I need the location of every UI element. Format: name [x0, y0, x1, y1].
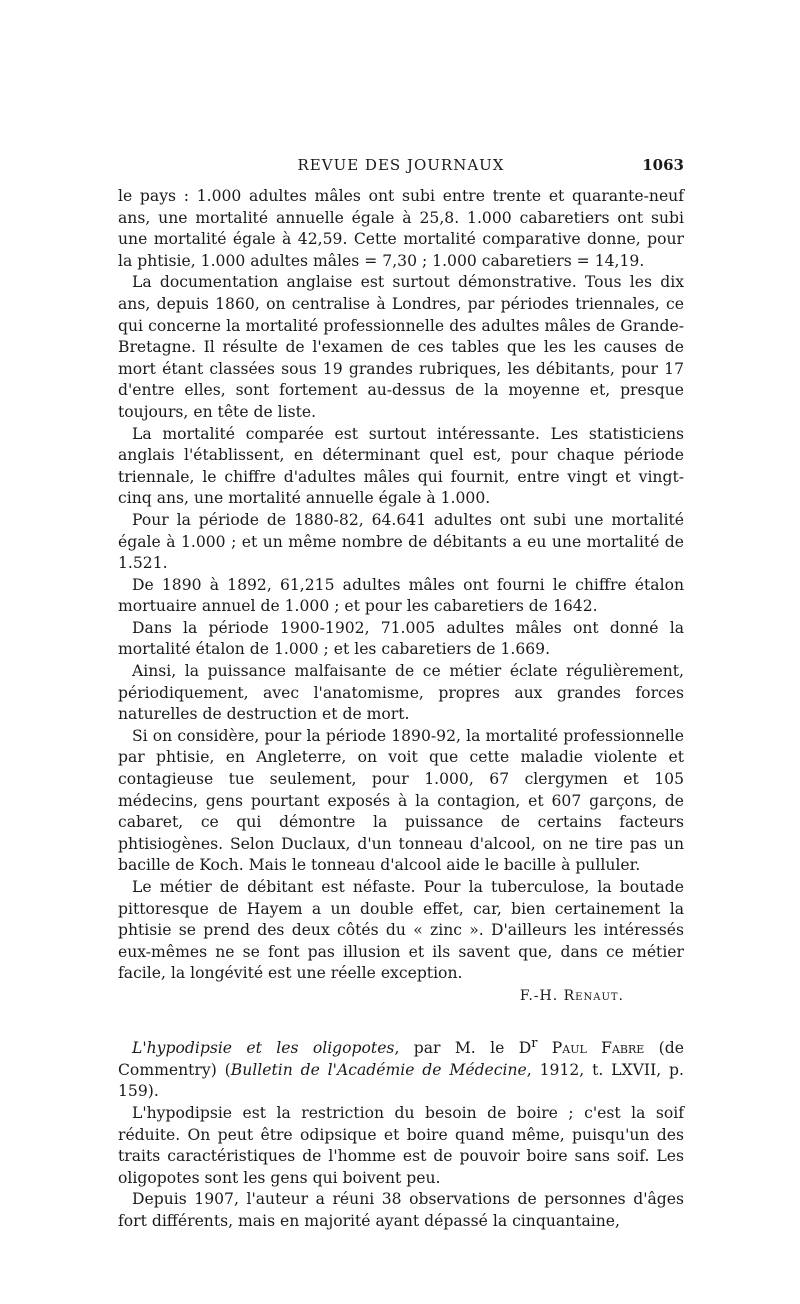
article-author: Paul Fabre	[551, 1039, 645, 1058]
article-by: , par M. le D	[394, 1039, 532, 1058]
running-title: REVUE DES JOURNAUX	[297, 156, 505, 174]
paragraph: Ainsi, la puissance malfaisante de ce métier éclate régulièrement, périodiquement, avec l'anatomisme, propres aux grandes forces naturelles de destruction et de mort.	[118, 662, 684, 724]
journal-page	[118, 154, 684, 1233]
author-signature: F.-H. Renaut.	[519, 987, 624, 1004]
paragraph: Le métier de débitant est néfaste. Pour la tuberculose, la boutade pittoresque de Hayem a un double effet, car, bien certainement la phtisie se prend des deux côtés du « zinc ». D'ailleurs les intéressés eux-mêmes ne se font pas illusion et ils savent que, dans ce métier facile, la longévité est une réelle exception.	[118, 878, 684, 983]
article-location: (de Commentry) (	[118, 1039, 684, 1079]
paragraph: Pour la période de 1880-82, 64.641 adultes ont subi une mortalité égale à 1.000 ; et un même nombre de débitants a eu une mortalité de 1.521.	[118, 510, 684, 573]
page-number: 1063	[642, 156, 684, 174]
article-separator	[118, 1007, 684, 1033]
paragraph: La mortalité comparée est surtout intéressante. Les statisticiens anglais l'établissent, en déterminant quel est, pour chaque période triennale, le chiffre d'adultes mâles qui fournit, entre vingt et vingt-cinq ans, une mortalité annuelle égale à 1.000.	[118, 424, 684, 508]
paragraph: La documentation anglaise est surtout démonstrative. Tous les dix ans, depuis 1860, on centralise à Londres, par périodes triennales, ce qui concerne la mortalité professionnelle des adultes mâles de Grande-Bretagne. Il résulte de l'examen de ces tables que les les causes de mort étant classées sous 19 grandes rubriques, les débitants, pour 17 d'entre elles, sont fortement au-dessus de la moyenne et, presque toujours, en tête de liste.	[118, 273, 684, 421]
running-head	[118, 154, 684, 180]
paragraph: De 1890 à 1892, 61,215 adultes mâles ont fourni le chiffre étalon mortuaire annuel de 1.000 ; et pour les cabaretiers de 1642.	[118, 575, 684, 616]
article-heading	[118, 1033, 684, 1103]
paragraph: Si on considère, pour la période 1890-92, la mortalité professionnelle par phtisie, en Angleterre, on voit que cette maladie violente et contagieuse tue seulement, pour 1.000, 67 clergymen et 105 médecins, gens pourtant exposés à la contagion, et 607 garçons, de cabaret, ce qui démontre la puissance de certains facteurs phtisiogènes. Selon Duclaux, d'un tonneau d'alcool, on ne tire pas un bacille de Koch. Mais le tonneau d'alcool aide le bacille à pulluler.	[118, 726, 684, 875]
article-renaut	[118, 186, 684, 1007]
article-fabre	[118, 1033, 684, 1233]
dr-superscript: r	[531, 1035, 538, 1051]
journal-citation: , 1912, t. LXVII, p. 159).	[118, 1060, 684, 1101]
paragraph: le pays : 1.000 adultes mâles ont subi entre trente et quarante-neuf ans, une mortalité annuelle égale à 25,8. 1.000 cabaretiers ont subi une mortalité égale à 42,59. Cette mortalité comparative donne, pour la phtisie, 1.000 adultes mâles = 7,30 ; 1.000 cabaretiers = 14,19.	[118, 187, 684, 270]
paragraph: Dans la période 1900-1902, 71.005 adultes mâles ont donné la mortalité étalon de 1.000 ; et les cabaretiers de 1.669.	[118, 618, 684, 659]
journal-name: Bulletin de l'Académie de Médecine	[230, 1060, 527, 1079]
paragraph: L'hypodipsie est la restriction du besoin de boire ; c'est la soif réduite. On peut être odipsique et boire quand même, puisqu'un des traits caractéristiques de l'homme est de pouvoir boire sans soif. Les oligopotes sont les gens qui boivent peu.	[118, 1103, 684, 1187]
paragraph: Depuis 1907, l'auteur a réuni 38 observations de personnes d'âges fort différents, mais en majorité ayant dépassé la cinquantaine,	[118, 1190, 684, 1230]
article-title: L'hypodipsie et les oligopotes	[132, 1039, 395, 1058]
